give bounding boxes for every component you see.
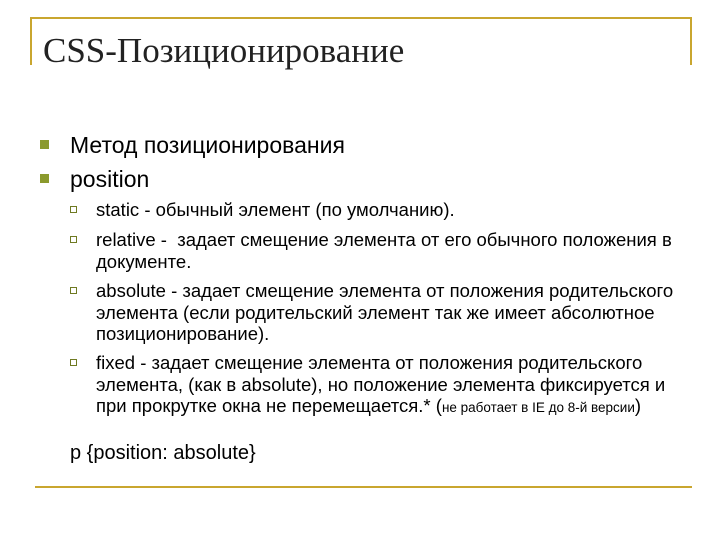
- sub-item-description: задает смещение элемента от положения родительского элемента, (как в absolute), но положение элемента фиксируется и при прокрутке окна не перемещается.* (: [96, 352, 666, 416]
- slide-title: CSS-Позиционирование: [43, 31, 405, 70]
- hollow-square-bullet-icon: [70, 287, 77, 294]
- sub-item-text: [96, 229, 676, 272]
- hollow-square-bullet-icon: [70, 236, 77, 243]
- sub-item-dash: -: [135, 352, 152, 373]
- bullet-text: Метод позиционирования: [70, 132, 345, 158]
- frame-top-line: [30, 17, 692, 19]
- bullet-text: position: [70, 166, 150, 192]
- sub-item-closing: ): [634, 395, 642, 416]
- sub-item-dash: -: [139, 199, 156, 220]
- square-bullet-icon: [40, 174, 49, 183]
- sub-item-keyword: static: [96, 199, 140, 220]
- frame-right-line: [690, 17, 692, 65]
- square-bullet-icon: [40, 140, 49, 149]
- sub-item-dash: -: [155, 229, 178, 250]
- frame-left-line: [30, 17, 32, 65]
- frame-bottom-line: [35, 486, 692, 488]
- hollow-square-bullet-icon: [70, 359, 77, 366]
- sub-item-note: не работает в IE до 8-й версии: [441, 400, 635, 415]
- sub-item-text: [96, 280, 676, 345]
- sub-item-text: [96, 199, 676, 221]
- sub-item-keyword: relative: [96, 229, 156, 250]
- sub-item-keyword: fixed: [96, 352, 136, 373]
- sub-item-description: обычный элемент (по умолчанию).: [155, 199, 455, 220]
- sub-item-description: задает смещение элемента от положения родительского элемента (если родительский элемент так же имеет абсолютное позиционирование).: [96, 280, 674, 344]
- sub-item-description: задает смещение элемента от его обычного положения в документе.: [96, 229, 672, 272]
- hollow-square-bullet-icon: [70, 206, 77, 213]
- code-example: p {position: absolute}: [70, 442, 256, 464]
- sub-item-keyword: absolute: [96, 280, 166, 301]
- sub-item-dash: -: [165, 280, 183, 301]
- sub-item-text: [96, 352, 676, 419]
